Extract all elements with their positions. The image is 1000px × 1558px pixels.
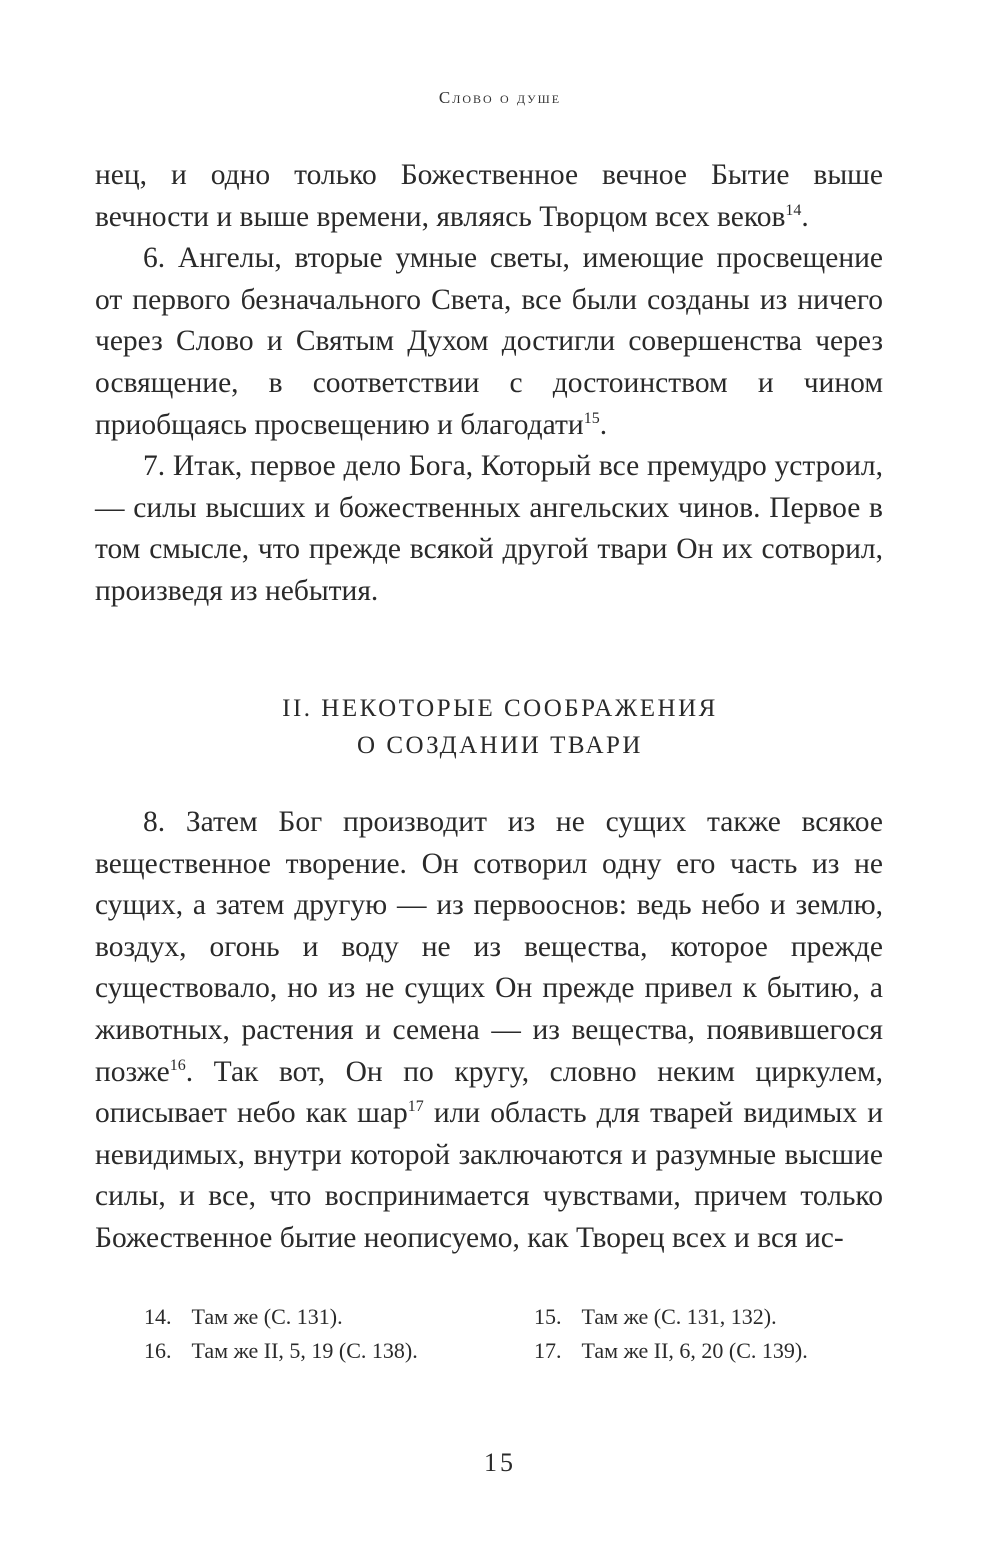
footnote-number: 14. <box>144 1304 172 1329</box>
body-text-section <box>95 802 883 1260</box>
footnote-text: Там же (С. 131, 132). <box>581 1304 777 1329</box>
footnote-text: Там же (С. 131). <box>191 1304 343 1329</box>
footnote-ref-15: 15 <box>583 409 600 427</box>
footnote-text: Там же II, 5, 19 (С. 138). <box>191 1338 418 1363</box>
paragraph-text: . Так вот, Он по кругу, словно неким циркулем, описывает небо как шар <box>95 1055 883 1130</box>
footnote-16 <box>144 1334 418 1368</box>
paragraph-continuation <box>95 155 883 238</box>
paragraph-text: нец, и одно только Божественное вечное Бытие выше вечности и выше времени, являясь Творцом всех веков <box>95 159 883 233</box>
paragraph-8 <box>95 802 883 1260</box>
footnote-number: 16. <box>144 1338 172 1363</box>
footnote-number: 15. <box>534 1304 562 1329</box>
footnote-ref-17: 17 <box>407 1098 424 1116</box>
section-heading-line-1: II. НЕКОТОРЫЕ СООБРАЖЕНИЯ <box>282 695 718 722</box>
paragraph-6 <box>95 238 883 446</box>
paragraph-7: 7. Итак, первое дело Бога, Который все премудро устроил, — силы высших и божественных ангельских чинов. Первое в том смысле, что прежде всякой другой твари Он их сотворил, произведя из небытия. <box>95 450 883 607</box>
footnote-number: 17. <box>534 1338 562 1363</box>
section-heading-line-2: О СОЗДАНИИ ТВАРИ <box>357 732 643 759</box>
footnote-15 <box>534 1300 777 1334</box>
footnote-text: Там же II, 6, 20 (С. 139). <box>581 1338 808 1363</box>
paragraph-end: . <box>599 408 608 441</box>
paragraph-text: или область для тварей видимых и невидимых, внутри которой заключаются и разумные высшие силы, и все, что воспринимается чувствами, причем только Божественное бытие неописуемо, как Творец всех и вся ис- <box>95 1097 883 1254</box>
section-heading <box>0 690 1000 764</box>
running-head: Слово о душе <box>438 88 562 107</box>
paragraph-text: 6. Ангелы, вторые умные светы, имеющие просвещение от первого безначального Света, все были созданы из ничего через Слово и Святым Духом достигли совершенства через освящение, в соответствии с достоинством и чином приобщаясь просвещению и благодати <box>95 242 883 441</box>
footnote-14 <box>144 1300 343 1334</box>
footnote-ref-16: 16 <box>169 1056 186 1074</box>
body-text-top <box>95 155 883 613</box>
page-number: 15 <box>484 1448 516 1477</box>
paragraph-text: 8. Затем Бог производит из не сущих также всякое вещественное творение. Он сотворил одну его часть из не сущих, а затем другую — из первооснов: ведь небо и землю, воздух, огонь и воду не из вещества, которое прежде существовало, но из не сущих Он прежде привел к бытию, а животных, растения и семена — из вещества, появившегося позже <box>95 806 883 1088</box>
footnote-ref-14: 14 <box>785 201 802 219</box>
paragraph-end: . <box>801 200 809 233</box>
footnote-17 <box>534 1334 808 1368</box>
